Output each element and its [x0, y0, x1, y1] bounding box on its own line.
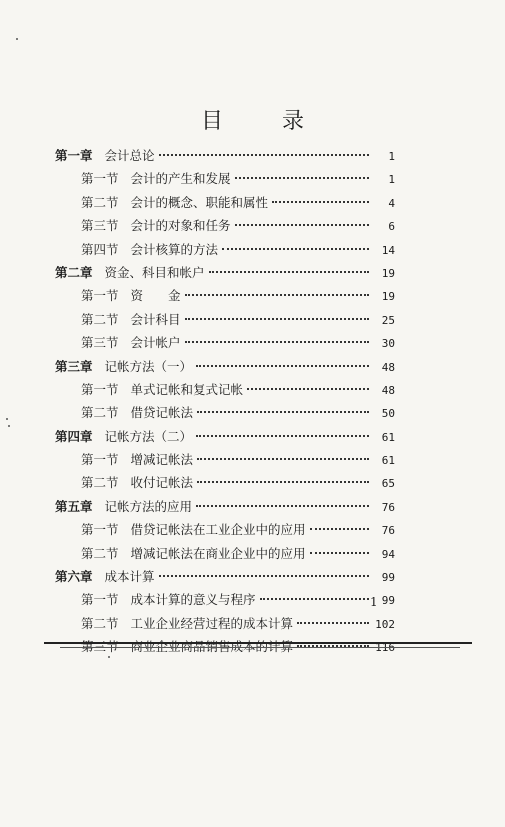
toc-entry-page: 65 — [381, 477, 395, 491]
toc-entry-page: 76 — [381, 500, 395, 514]
toc-dot-leader — [209, 270, 369, 273]
toc-entry-page: 6 — [388, 220, 395, 234]
toc-entry-page: 94 — [381, 547, 395, 561]
toc-entry-label: 第三节 — [81, 335, 119, 351]
toc-section-row — [55, 588, 395, 611]
toc-entry-title: 增减记帐法 — [130, 452, 194, 468]
toc-entry-page: 76 — [381, 524, 395, 538]
toc-entry-title: 资 金 — [130, 288, 181, 304]
toc-dot-leader — [197, 410, 369, 413]
toc-section-row — [55, 331, 395, 354]
toc-section-row — [55, 542, 395, 565]
toc-entry-label: 第二节 — [81, 475, 119, 491]
toc-entry-label: 第三节 — [81, 639, 119, 655]
toc-entry-title: 记帐方法（二） — [104, 428, 193, 444]
toc-dot-leader — [222, 247, 369, 250]
toc-entry-page: 48 — [381, 360, 395, 374]
toc-entry-title: 会计帐户 — [130, 335, 181, 351]
scan-speck — [16, 38, 18, 40]
toc-entry-page: 61 — [381, 430, 395, 444]
toc-entry-page: 116 — [375, 641, 395, 655]
scan-speck — [6, 418, 8, 420]
toc-entry-page: 1 — [388, 150, 395, 163]
toc-entry-label: 第二节 — [81, 194, 119, 210]
toc-dot-leader — [197, 457, 369, 460]
page-title: 目 录 — [201, 109, 330, 134]
toc-dot-leader — [260, 597, 369, 600]
toc-entry-label: 第一节 — [81, 171, 119, 187]
toc-entry-page: 4 — [388, 196, 395, 210]
toc-entry-label: 第二章 — [55, 264, 93, 280]
toc-entry-label: 第一节 — [81, 452, 119, 468]
toc-entry-page: 48 — [381, 383, 395, 397]
scan-speck — [8, 425, 10, 427]
toc-chapter-row — [55, 144, 395, 167]
toc-entry-title: 借贷记帐法在工业企业中的应用 — [130, 522, 306, 538]
toc-section-row — [55, 284, 395, 307]
toc-entry-label: 第三章 — [55, 358, 93, 374]
toc-entry-title: 增减记帐法在商业企业中的应用 — [130, 545, 306, 561]
toc-dot-leader — [159, 153, 369, 156]
scan-speck — [108, 656, 110, 658]
toc-entry-page: 25 — [381, 313, 395, 327]
toc-entry-title: 会计的产生和发展 — [130, 171, 231, 187]
toc-entry-label: 第五章 — [55, 498, 93, 514]
toc-entry-title: 记帐方法（一） — [104, 358, 193, 374]
toc-dot-leader — [185, 293, 369, 296]
toc-section-row — [55, 471, 395, 494]
toc-dot-leader — [272, 200, 369, 203]
toc-entry-title: 会计的概念、职能和属性 — [130, 194, 269, 210]
toc-section-row — [55, 191, 395, 214]
toc-dot-leader — [235, 223, 369, 226]
toc-entry-title: 成本计算 — [104, 569, 155, 585]
toc-chapter-row — [55, 261, 395, 284]
toc-entry-label: 第四节 — [81, 241, 119, 257]
toc-entry-title: 资金、科目和帐户 — [104, 264, 205, 280]
toc-section-row — [55, 308, 395, 331]
toc-entry-label: 第二节 — [81, 545, 119, 561]
toc-entry-title: 工业企业经营过程的成本计算 — [130, 615, 294, 631]
toc-entry-page: 50 — [381, 407, 395, 421]
toc-dot-leader — [159, 574, 369, 577]
toc-dot-leader — [185, 317, 369, 320]
page-number: 1 — [370, 595, 378, 609]
toc-entry-label: 第一节 — [81, 522, 119, 538]
toc-entry-label: 第六章 — [55, 569, 93, 585]
toc-entry-label: 第一节 — [81, 288, 119, 304]
toc-entry-title: 单式记帐和复式记帐 — [130, 381, 244, 397]
toc-dot-leader — [297, 621, 369, 624]
toc-entry-title: 会计核算的方法 — [130, 241, 219, 257]
toc-chapter-row — [55, 495, 395, 518]
footer-rule-thin — [60, 647, 460, 648]
toc-entry-page: 19 — [381, 266, 395, 280]
toc-section-row — [55, 448, 395, 471]
toc-entry-page: 61 — [381, 454, 395, 468]
table-of-contents — [55, 144, 395, 659]
toc-entry-label: 第二节 — [81, 405, 119, 421]
toc-dot-leader — [247, 387, 369, 390]
toc-entry-title: 会计科目 — [130, 311, 181, 327]
toc-entry-label: 第四章 — [55, 428, 93, 444]
toc-entry-title: 会计的对象和任务 — [130, 218, 231, 234]
toc-entry-label: 第一节 — [81, 592, 119, 608]
toc-section-row — [55, 214, 395, 237]
toc-dot-leader — [310, 527, 369, 530]
toc-entry-label: 第二节 — [81, 311, 119, 327]
toc-entry-title: 收付记帐法 — [130, 475, 194, 491]
toc-entry-title: 成本计算的意义与程序 — [130, 592, 256, 608]
toc-chapter-row — [55, 355, 395, 378]
toc-dot-leader — [196, 504, 369, 507]
toc-section-row — [55, 401, 395, 424]
toc-entry-label: 第一节 — [81, 381, 119, 397]
toc-entry-title: 记帐方法的应用 — [104, 498, 193, 514]
toc-entry-label: 第二节 — [81, 615, 119, 631]
toc-dot-leader — [185, 340, 369, 343]
toc-entry-page: 1 — [388, 173, 395, 187]
toc-entry-page: 19 — [381, 290, 395, 304]
toc-entry-label: 第三节 — [81, 218, 119, 234]
toc-entry-title: 商业企业商品销售成本的计算 — [130, 639, 294, 655]
toc-dot-leader — [197, 480, 369, 483]
toc-section-row — [55, 167, 395, 190]
toc-dot-leader — [196, 434, 369, 437]
toc-entry-title: 会计总论 — [104, 148, 155, 163]
footer-rule — [44, 642, 472, 644]
toc-entry-title: 借贷记帐法 — [130, 405, 194, 421]
toc-entry-page: 99 — [381, 594, 395, 608]
toc-entry-page: 99 — [381, 571, 395, 585]
toc-section-row — [55, 238, 395, 261]
toc-dot-leader — [235, 176, 369, 179]
toc-entry-page: 30 — [381, 337, 395, 351]
toc-section-row — [55, 378, 395, 401]
toc-chapter-row — [55, 425, 395, 448]
toc-entry-label: 第一章 — [55, 148, 93, 163]
toc-section-row — [55, 612, 395, 635]
toc-dot-leader — [196, 364, 369, 367]
toc-chapter-row — [55, 565, 395, 588]
toc-entry-page: 102 — [375, 617, 395, 631]
toc-section-row — [55, 518, 395, 541]
toc-dot-leader — [310, 551, 369, 554]
toc-entry-page: 14 — [381, 243, 395, 257]
